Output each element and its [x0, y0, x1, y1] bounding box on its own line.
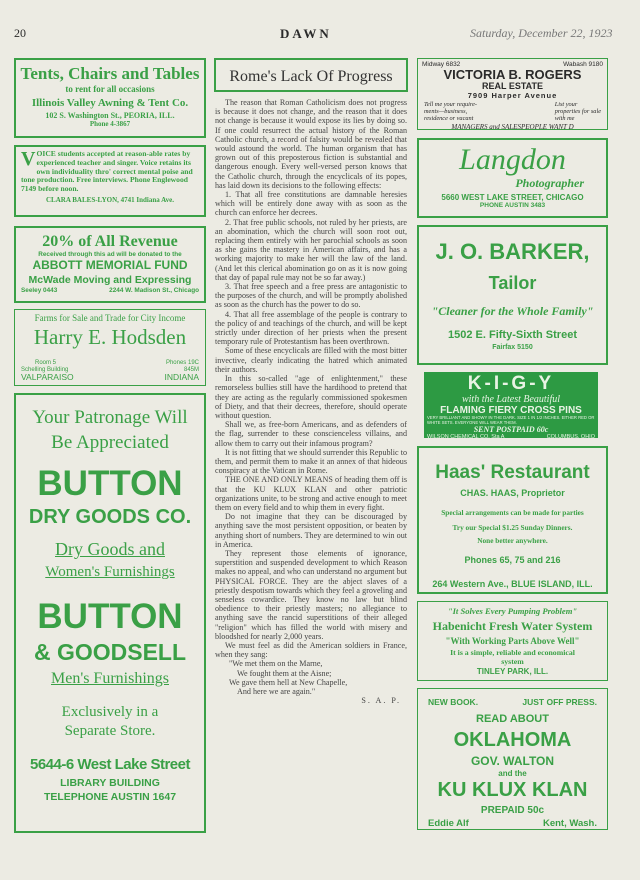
- ad-hodsden-phone1: 19C: [187, 360, 199, 366]
- ad-button-separate: Separate Store.: [64, 723, 156, 739]
- ad-barker-tagline: "Cleaner for the Whole Family": [431, 304, 594, 318]
- issue-date: Saturday, December 22, 1923: [470, 26, 613, 40]
- ad-kigy: [424, 372, 598, 438]
- ad-tents-sub: to rent for all occasions: [65, 84, 155, 94]
- ad-button-line1: Your Patronage Will: [32, 407, 188, 428]
- poem-line: And here we are again.": [237, 687, 316, 696]
- ad-langdon-photographer: Photographer: [515, 176, 584, 190]
- ad-voice-text: [21, 150, 199, 194]
- article-paragraph: In this so-called "age of enlightenment," these remorseless bullies still have the hardihood to pretend that they are acting as the regularly commissioned spokesmen of Diety, and that their decrees, therefore, should operate without question.: [215, 374, 407, 420]
- ad-tents-address: 102 S. Washington St., PEORIA, ILL.: [45, 111, 175, 120]
- article-paragraph: 3. That free speech and a free press are antagonistic to the purposes of the church, and will be promptly abolished as soon as the church has the power to do so.: [215, 282, 407, 310]
- masthead: DAWN: [280, 26, 332, 41]
- ad-hodsden-state: INDIANA: [164, 372, 199, 382]
- ad-hodsden: [14, 309, 206, 386]
- ad-kigy-small-line: THEM.: [503, 419, 517, 425]
- ad-rogers-left-line: Tell me your require-: [424, 101, 477, 108]
- article-paragraph: Some of these encyclicals are filled with the most bitter invective, clearly indicating the hatred which animated their authors.: [215, 346, 407, 374]
- article-poem: [215, 659, 407, 696]
- ad-revenue-fund: ABBOTT MEMORIAL FUND: [32, 258, 188, 272]
- ad-book-walton: GOV. WALTON: [470, 754, 555, 768]
- ad-hodsden-top: Farms for Sale and Trade for City Income: [34, 313, 186, 323]
- ad-haas-address: 264 Western Ave., BLUE ISLAND, ILL.: [432, 579, 593, 589]
- ad-button-exclusively: Exclusively in a: [61, 704, 159, 720]
- ad-book-oklahoma: OKLAHOMA: [453, 729, 572, 751]
- ad-button-brand1: BUTTON: [37, 464, 183, 503]
- ad-revenue-title: 20% of All Revenue: [42, 233, 178, 250]
- ad-hodsden-name: Harry E. Hodsden: [33, 325, 187, 349]
- ad-barker-address: 1502 E. Fifty-Sixth Street: [448, 329, 577, 341]
- ad-haas: [417, 446, 608, 594]
- ad-voice-name: CLARA BALES-LYON, 4741 Indiana Ave.: [46, 195, 174, 204]
- ad-book-author: Eddie Alf: [428, 818, 469, 829]
- ad-habenicht-sub: "With Working Parts Above Well": [445, 636, 580, 646]
- ad-button-brand2: BUTTON: [37, 597, 183, 636]
- ad-rogers-right-line: List your: [554, 101, 578, 108]
- ad-rogers-phone1: Midway 6832: [422, 61, 461, 68]
- ad-hodsden-phone2: 845M: [183, 367, 199, 373]
- ad-revenue: [14, 226, 206, 303]
- ad-kigy-sent: SENT POSTPAID 60c: [473, 425, 549, 434]
- ad-kigy-city: COLUMBUS, OHIO: [546, 434, 595, 440]
- ad-rogers-phone2: Wabash 9180: [563, 61, 603, 68]
- ad-langdon-address: 5660 WEST LAKE STREET, CHICAGO: [441, 193, 584, 202]
- ad-voice: [14, 145, 206, 217]
- ad-revenue-sub: Received through this ad will be donated to the: [38, 251, 182, 258]
- poem-line: We gave them hell at New Chapelle,: [229, 677, 348, 687]
- ad-button-telephone: TELEPHONE AUSTIN 1647: [43, 791, 177, 803]
- ad-rogers-name: VICTORIA B. ROGERS: [443, 67, 582, 82]
- ad-button-address: 5644-6 West Lake Street: [30, 756, 190, 773]
- ad-rogers-right: [555, 101, 601, 122]
- ad-rogers-sub: REAL ESTATE: [481, 81, 543, 91]
- ad-book-price: PREPAID 50c: [480, 805, 545, 816]
- ad-button: [14, 393, 206, 833]
- ad-haas-line2: Try our Special $1.25 Sunday Dinners.: [452, 523, 573, 532]
- ad-revenue-address: 2244 W. Madison St., Chicago: [109, 287, 199, 294]
- poem-line: We fought them at the Aisne;: [237, 668, 332, 678]
- article-paragraph: We must feel as did the American soldiers in France, when they sang:: [215, 640, 407, 660]
- ad-book-kkk: KU KLUX KLAN: [437, 779, 588, 801]
- ad-button-mens: Men's Furnishings: [50, 670, 169, 687]
- article-paragraph: They represent those elements of ignorance, superstition and suspended development to which Reason makes no appeal, and who can understand no argument but PHYSICAL FORCE. They are the abject slaves of a priestly despotism towards which they feel a groveling and senseless cowardice. They know no law but blind obedience to their priestly masters; no allegiance to anything save the rancid superstitions of their alleged "religion" which has filled the world with misery and bloodshed for nearly 2,000 years.: [215, 548, 407, 641]
- ad-habenicht-tag: "It Solves Every Pumping Problem": [447, 606, 578, 616]
- ad-rogers-right-line: properties for sale: [554, 108, 601, 115]
- article-title: Rome's Lack Of Progress: [229, 68, 393, 85]
- ad-rogers: [417, 58, 608, 130]
- ad-langdon-phone: PHONE AUSTIN 3483: [479, 202, 546, 209]
- ad-rogers-right-line: with me: [554, 115, 575, 122]
- article-body: [215, 98, 407, 705]
- ad-langdon: [417, 138, 608, 218]
- ad-book-city: Kent, Wash.: [542, 818, 597, 829]
- article-paragraph: Shall we, as free-born Americans, and as defenders of the flag, surrender to these conscienceless villains, and allow them to carry out their infamous program?: [215, 420, 407, 448]
- ad-revenue-company: McWade Moving and Expressing: [28, 274, 192, 286]
- ad-barker-name: J. O. BARKER,: [435, 239, 590, 264]
- page-number: 20: [14, 26, 26, 40]
- ad-revenue-phone: Seeley 0443: [21, 287, 58, 294]
- article-paragraph: 4. That all free assemblage of the people is contrary to the policy of and teachings of the church, and will be kept strictly under direction of her priests when the present temporary rule of Protestantism has been overthrown.: [215, 309, 407, 347]
- ad-tents-title: Tents, Chairs and Tables: [20, 64, 200, 83]
- article-signature: S. A. P.: [361, 696, 401, 706]
- article-title-box: [214, 58, 408, 92]
- ad-button-dry-goods: Dry Goods and: [55, 539, 165, 559]
- ad-haas-line1: Special arrangements can be made for parties: [441, 508, 584, 517]
- ad-barker: [417, 225, 608, 365]
- ad-kigy-sub: with the Latest Beautiful: [461, 394, 561, 405]
- article-paragraph: It is not fitting that we should surrender this Republic to them, and permit them to make it an annex of that hideous conspiracy at the Vatican in Rome.: [215, 447, 407, 476]
- article-paragraph: 1. That all free constitutions are damnable heresies which will be entirely done away with as soon as the church can enforce her decrees.: [215, 190, 407, 218]
- ad-habenicht-city: TINLEY PARK, ILL.: [476, 667, 549, 676]
- ad-tents-company: Illinois Valley Awning & Tent Co.: [31, 97, 189, 109]
- ad-haas-name: Haas' Restaurant: [435, 462, 590, 483]
- ad-rogers-left-line: ments—business,: [424, 108, 468, 115]
- article-paragraph: 2. That free public schools, not ruled by her priests, are an abomination, which the church will soon root out, replacing them entirely with her parochial schools as soon as she gains the mastery in American affairs, and has a working majority to make her will the law of the land. (And let this clerical abomination go on as it is now going that day of papal rule may not be so far away.): [215, 217, 407, 282]
- ad-kigy-pins: FLAMING FIERY CROSS PINS: [440, 405, 582, 416]
- ad-kigy-small-line: VERY BRILLIANT AND SHOWY IN THE DARK. SIZE 1 IN 1/2 INCHES. EITHER RED OR WHITE SETS. EVERYONE WILL WEAR: [427, 416, 595, 425]
- ad-button-line2: Be Appreciated: [51, 432, 169, 453]
- ad-voice-initial: V: [21, 148, 36, 170]
- ad-rogers-left: [424, 101, 477, 122]
- ad-book-andthe: and the: [498, 769, 527, 778]
- ad-habenicht-line2: system: [501, 657, 524, 666]
- ad-tents: [14, 58, 206, 138]
- ad-book: [417, 688, 608, 830]
- ad-barker-phone: Fairfax 5150: [492, 344, 533, 351]
- ad-barker-role: Tailor: [488, 273, 537, 293]
- ad-rogers-bottom: MANAGERS and SALESPEOPLE WANT D: [451, 123, 574, 131]
- ad-button-goodsell: & GOODSELL: [33, 639, 187, 665]
- ad-haas-line3: None better anywhere.: [477, 536, 548, 545]
- ad-habenicht-line1: It is a simple, reliable and economical: [450, 648, 575, 657]
- ad-hodsden-room: Room 5: [35, 360, 57, 366]
- ad-hodsden-phones: [165, 360, 199, 381]
- article-paragraph: Do not imagine that they can be discouraged by anything save the most persistent opposition, or beaten by anything short of numbers. They are determined to win out in America.: [215, 512, 407, 549]
- ad-langdon-logo: Langdon: [459, 143, 566, 176]
- ad-voice-body: OICE students accepted at reason-able rates by experienced teacher and singer. Voice retains its own individuality thro' correct mental poise and tone production. Free interviews. Phone Englewood 7149 before noon.: [21, 149, 193, 194]
- ad-button-womens: Women's Furnishings: [45, 564, 175, 580]
- ad-book-read: READ ABOUT: [476, 713, 549, 725]
- ad-hodsden-building: Schelling Building: [21, 367, 69, 373]
- ad-rogers-left-line: residence or vacant: [424, 115, 474, 122]
- ad-button-company: DRY GOODS CO.: [28, 506, 192, 528]
- ad-tents-phone: Phone 4-3867: [89, 120, 131, 128]
- ad-rogers-address: 7909 Harper Avenue: [467, 91, 558, 100]
- article-paragraph: The reason that Roman Catholicism does not progress is because it does not change, and the reason that it does not change is because it would expose its lies by doing so. If one could resurrect the actual history of the Roman Catholic church, a record of falsity would be revealed that would astound the world. The human organism that has grown out of this preposterous fiction is substantial and dangerous enough. Every well-versed person knows that the Catholic church, through the encyclicals of its popes, has laid down its decisions to the following effects:: [215, 98, 407, 190]
- ad-haas-phones: Phones 65, 75 and 216: [464, 555, 561, 565]
- poem-line: "We met them on the Marne,: [229, 659, 323, 669]
- ad-haas-proprietor: CHAS. HAAS, Proprietor: [460, 488, 565, 498]
- ad-habenicht-name: Habenicht Fresh Water System: [432, 619, 593, 633]
- ad-hodsden-city: VALPARAISO: [21, 372, 74, 382]
- ad-kigy-brand: K-I-G-Y: [467, 373, 555, 394]
- ad-hodsden-phones-label: Phones: [165, 360, 187, 366]
- ad-book-line1: NEW BOOK.: [428, 697, 479, 707]
- article-paragraph: THE ONE AND ONLY MEANS of heading them off is that the KU KLUX KLAN and other patriotic organizations unite, to be strong and active enough to meet them on every field and to whip them in every fight.: [215, 475, 407, 512]
- ad-book-line1b: JUST OFF PRESS.: [522, 697, 597, 707]
- ad-kigy-company: WILSON CHEMICAL CO. Sta A: [427, 434, 505, 440]
- ad-habenicht: [417, 601, 608, 681]
- ad-button-library: LIBRARY BUILDING: [60, 777, 160, 789]
- ad-hodsden-office: [21, 360, 74, 381]
